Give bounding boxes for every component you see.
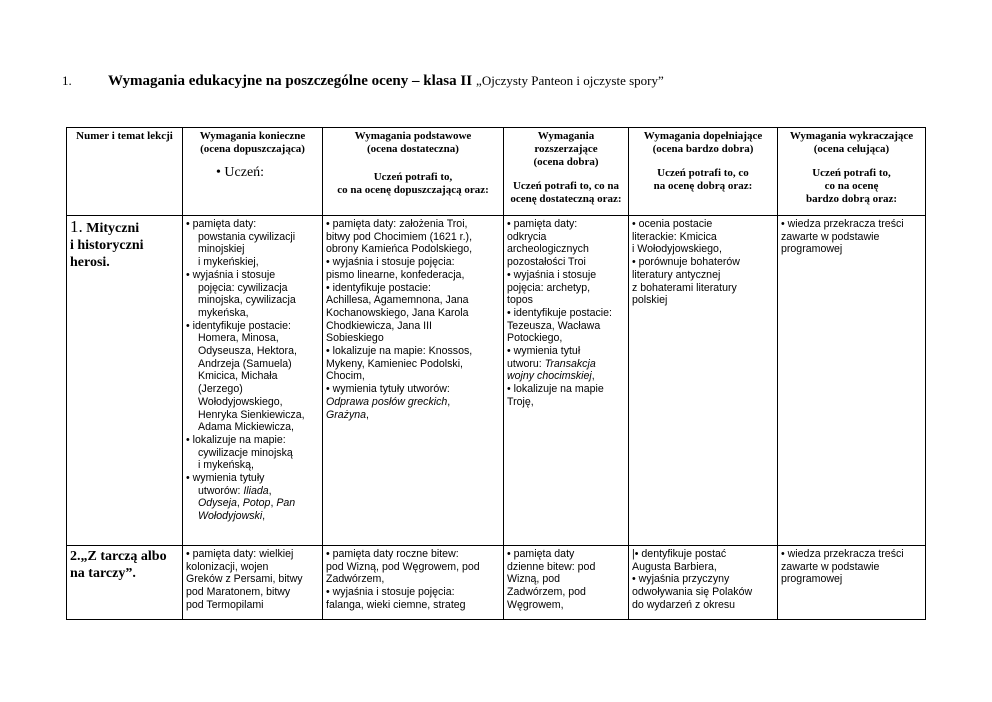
complementary-cell: |• dentyfikuje postać Augusta Barbiera, • wyjaśnia przyczyny odwoływania się Polaków do wydarzeń z okresu (629, 546, 778, 620)
header-student-label: • Uczeń: (216, 165, 265, 180)
document-heading (62, 72, 664, 90)
header-exceeding: Wymagania wykraczające (ocena celująca) Uczeń potrafi to, co na ocenę bardzo dobrą oraz: (778, 128, 926, 216)
heading-number: 1. (62, 73, 72, 88)
extended-cell: • pamięta daty dzienne bitew: pod Wizną, pod Zadwórzem, pod Węgrowem, (504, 546, 629, 620)
required-cell: • pamięta daty: powstania cywilizacji minojskiej i mykeńskiej, • wyjaśnia i stosuje pojęcia: cywilizacja minojska, cywilizacja mykeńska, • identyfikuje postacie: Homera, Minosa, Odyseusza, Hektora, Andrzeja (Samuela) Kmicica, Michała (Jerzego) Wołodyjowskiego, Henryka Sienkiewicza, Adama Mickiewicza, • lokalizuje na mapie: cywilizacje minojską i mykeńską, • wymienia tytuły utworów: Iliada, Odyseja, Potop, Pan Wołodyjowski, (183, 216, 323, 546)
heading-title: Wymagania edukacyjne na poszczególne oceny – klasa II (108, 73, 473, 89)
complementary-cell: • ocenia postacie literackie: Kmicica i Wołodyjowskiego, • porównuje bohaterów literatury antycznej z bohaterami literatury polskiej (629, 216, 778, 546)
requirements-table (66, 127, 926, 620)
topic-cell: 2.„Z tarczą albo na tarczy”. (67, 546, 183, 620)
header-topic: Numer i temat lekcji (67, 128, 183, 216)
exceeding-cell: • wiedza przekracza treści zawarte w podstawie programowej (778, 546, 926, 620)
heading-subtitle: „Ojczysty Panteon i ojczyste spory” (476, 73, 664, 88)
exceeding-cell: • wiedza przekracza treści zawarte w podstawie programowej (778, 216, 926, 546)
table-row (67, 546, 926, 620)
table-row (67, 216, 926, 546)
extended-cell: • pamięta daty: odkrycia archeologicznych pozostałości Troi • wyjaśnia i stosuje pojęcia: archetyp, topos • identyfikuje postacie: Tezeusza, Wacława Potockiego, • wymienia tytuł utworu: Transakcja wojny chocimskiej, • lokalizuje na mapie Troję, (504, 216, 629, 546)
basic-cell: • pamięta daty roczne bitew: pod Wizną, pod Węgrowem, pod Zadwórzem, • wyjaśnia i stosuje pojęcia: falanga, wieki ciemne, strateg (323, 546, 504, 620)
required-cell: • pamięta daty: wielkiej kolonizacji, wojen Greków z Persami, bitwy pod Maratonem, bitwy pod Termopilami (183, 546, 323, 620)
basic-cell: • pamięta daty: założenia Troi, bitwy pod Chocimiem (1621 r.), obrony Kamieńca Podolskiego, • wyjaśnia i stosuje pojęcia: pismo linearne, konfederacja, • identyfikuje postacie: Achillesa, Agamemnona, Jana Kochanowskiego, Jana Karola Chodkiewicza, Jana III Sobieskiego • lokalizuje na mapie: Knossos, Mykeny, Kamieniec Podolski, Chocim, • wymienia tytuły utworów: Odprawa posłów greckich, Grażyna, (323, 216, 504, 546)
header-required: Wymagania konieczne (ocena dopuszczająca) • Uczeń: (183, 128, 323, 216)
header-complementary: Wymagania dopełniające (ocena bardzo dobra) Uczeń potrafi to, co na ocenę dobrą oraz: (629, 128, 778, 216)
table-header-row (67, 128, 926, 216)
topic-cell: 1. Mityczni i historyczni herosi. (67, 216, 183, 546)
header-extended: Wymagania rozszerzające (ocena dobra) Uczeń potrafi to, co na ocenę dostateczną oraz: (504, 128, 629, 216)
header-basic: Wymagania podstawowe (ocena dostateczna) Uczeń potrafi to, co na ocenę dopuszczającą oraz: (323, 128, 504, 216)
